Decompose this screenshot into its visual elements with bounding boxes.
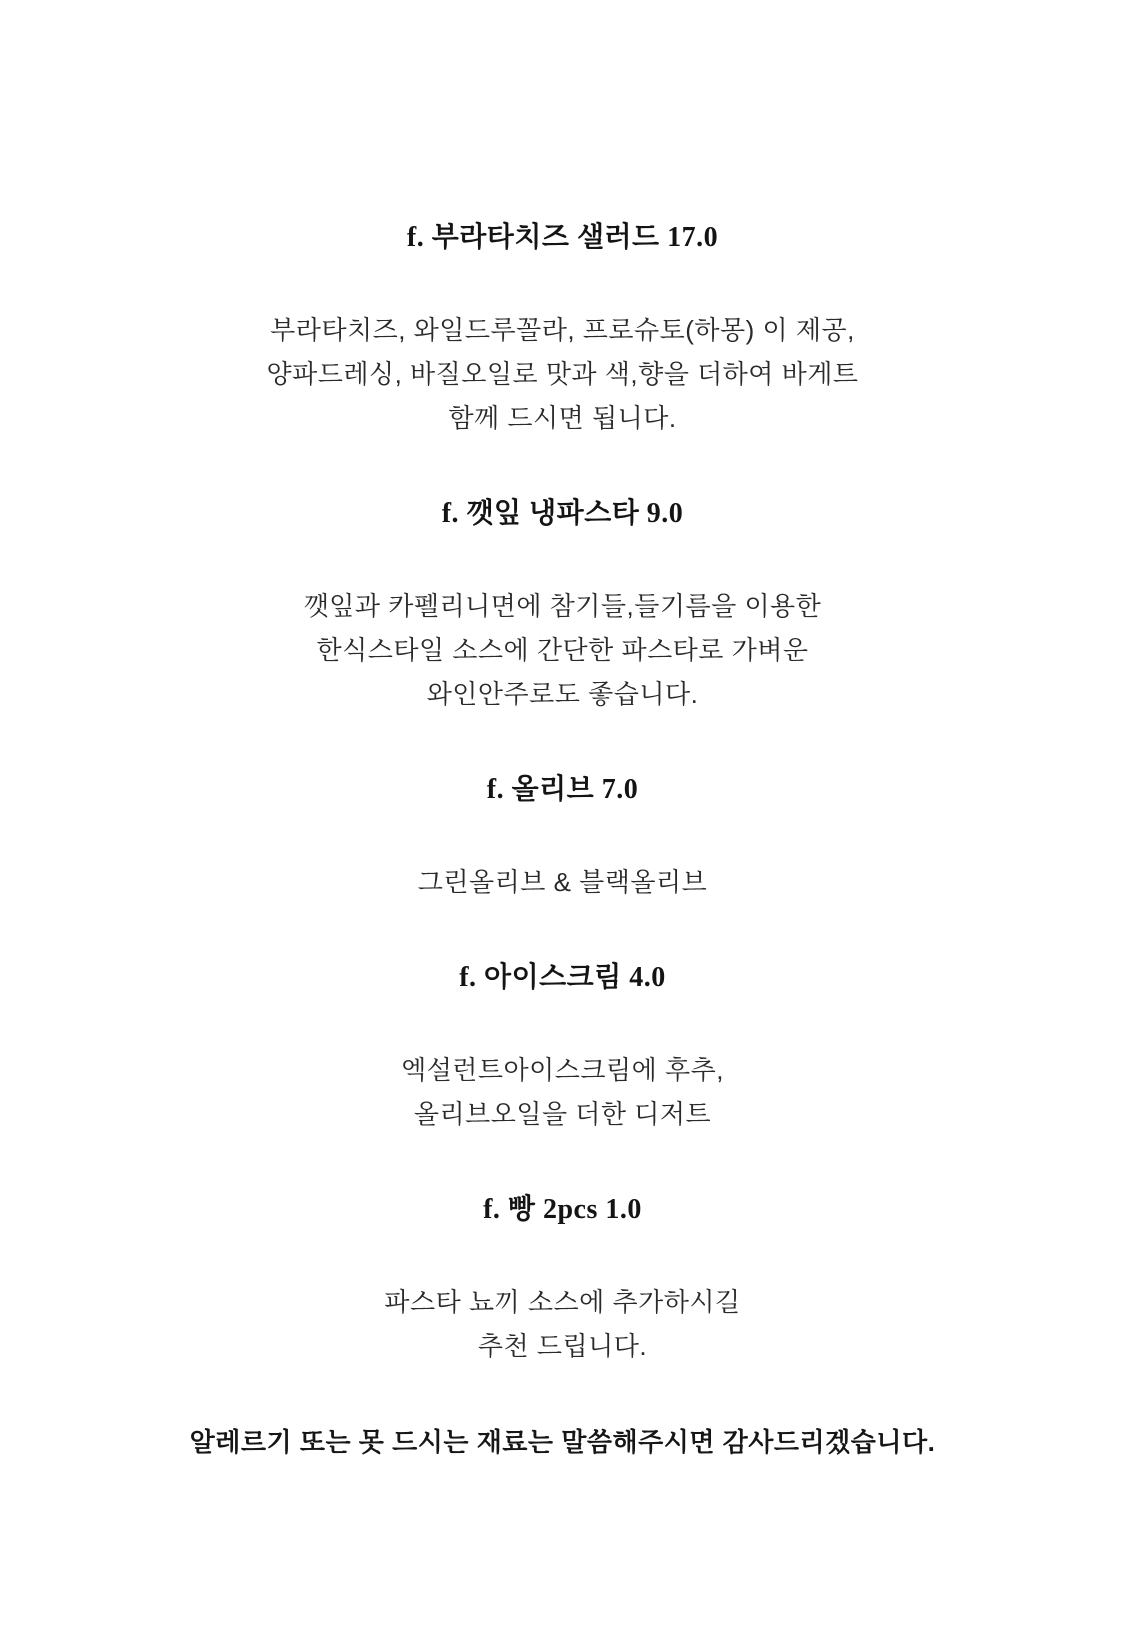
description-line: 그린올리브 & 블랙올리브 — [417, 867, 708, 897]
menu-item-bread — [0, 1192, 1125, 1368]
description-line: 부라타치즈, 와일드루꼴라, 프로슈토(하몽) 이 제공, — [270, 315, 855, 345]
description-line: 한식스타일 소스에 간단한 파스타로 가벼운 — [316, 635, 809, 665]
menu-item-description — [0, 308, 1125, 440]
description-line: 추천 드립니다. — [477, 1331, 648, 1361]
description-line: 함께 드시면 됩니다. — [448, 403, 677, 433]
description-line: 올리브오일을 더한 디저트 — [413, 1099, 712, 1129]
description-line: 양파드레싱, 바질오일로 맛과 색,향을 더하여 바게트 — [266, 359, 859, 389]
allergy-notice: 알레르기 또는 못 드시는 재료는 말씀해주시면 감사드리겠습니다. — [189, 1427, 936, 1457]
menu-item-title: f. 깻잎 냉파스타 9.0 — [441, 498, 684, 529]
menu-item-title: f. 부라타치즈 샐러드 17.0 — [406, 222, 719, 253]
menu-item-title: f. 빵 2pcs 1.0 — [483, 1194, 642, 1225]
description-line: 깻잎과 카펠리니면에 참기들,들기름을 이용한 — [303, 591, 822, 621]
menu-item-description — [0, 1048, 1125, 1136]
description-line: 와인안주로도 좋습니다. — [426, 679, 699, 709]
menu-item-description — [0, 860, 1125, 904]
menu-item-ice-cream — [0, 960, 1125, 1136]
description-line: 엑설런트아이스크림에 후추, — [401, 1055, 724, 1085]
menu-item-perilla-cold-pasta — [0, 496, 1125, 716]
menu-item-title: f. 올리브 7.0 — [486, 774, 639, 805]
menu-item-description — [0, 584, 1125, 716]
menu-item-burrata-salad — [0, 220, 1125, 440]
description-line: 파스타 뇨끼 소스에 추가하시길 — [384, 1287, 741, 1317]
menu-item-title: f. 아이스크림 4.0 — [459, 962, 666, 993]
menu-item-olive — [0, 772, 1125, 904]
menu-item-description — [0, 1280, 1125, 1368]
